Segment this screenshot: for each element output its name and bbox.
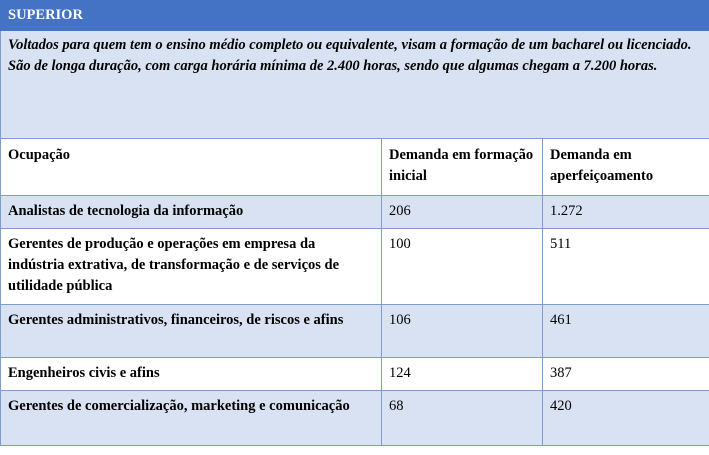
initial-demand-cell: 100 xyxy=(382,229,543,305)
improvement-demand-cell: 1.272 xyxy=(543,196,709,229)
column-header-initial: Demanda em formação inicial xyxy=(382,139,543,196)
table-row xyxy=(1,229,709,305)
occupation-cell: Gerentes de produção e operações em empresa da indústria extrativa, de transformação e de serviços de utilidade pública xyxy=(1,229,382,305)
column-header-occupation: Ocupação xyxy=(1,139,382,196)
occupation-cell: Gerentes administrativos, financeiros, de riscos e afins xyxy=(1,305,382,358)
table-row xyxy=(1,358,709,391)
column-header-row xyxy=(1,139,709,196)
table-row xyxy=(1,391,709,446)
initial-demand-cell: 106 xyxy=(382,305,543,358)
improvement-demand-cell: 387 xyxy=(543,358,709,391)
table-row xyxy=(1,196,709,229)
initial-demand-cell: 206 xyxy=(382,196,543,229)
occupation-cell: Engenheiros civis e afins xyxy=(1,358,382,391)
occupation-cell: Analistas de tecnologia da informação xyxy=(1,196,382,229)
section-title: SUPERIOR xyxy=(1,1,709,31)
improvement-demand-cell: 420 xyxy=(543,391,709,446)
description-row xyxy=(1,31,709,139)
section-header-row xyxy=(1,1,709,31)
initial-demand-cell: 68 xyxy=(382,391,543,446)
initial-demand-cell: 124 xyxy=(382,358,543,391)
occupation-cell: Gerentes de comercialização, marketing e comunicação xyxy=(1,391,382,446)
section-description: Voltados para quem tem o ensino médio completo ou equivalente, visam a formação de um bacharel ou licenciado. São de longa duração, com carga horária mínima de 2.400 horas, sendo que algumas chegam a 7.200 horas. xyxy=(1,31,709,139)
table-row xyxy=(1,305,709,358)
improvement-demand-cell: 461 xyxy=(543,305,709,358)
improvement-demand-cell: 511 xyxy=(543,229,709,305)
column-header-improvement: Demanda em aperfeiçoamento xyxy=(543,139,709,196)
